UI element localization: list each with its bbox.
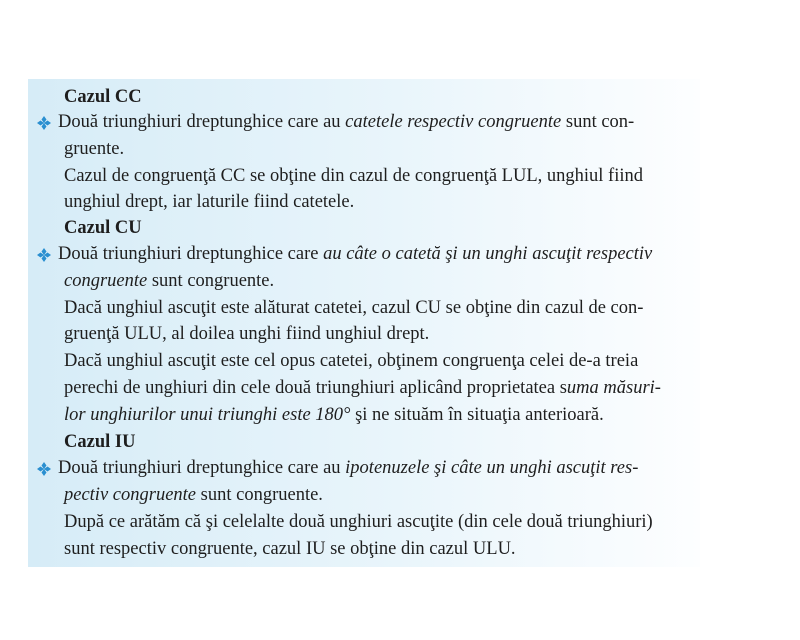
note-cu-2-line-2: perechi de unghiuri din cele două triunghiuri aplicând proprietatea suma măsuri- — [64, 378, 661, 398]
note-cu-2-line-1: Dacă unghiul ascuţit este cel opus catetei, obţinem congruenţa celei de-a treia — [64, 351, 639, 371]
note-iu-line-1: După ce arătăm că şi celelalte două unghiuri ascuţite (din cele două triunghiuri) — [64, 512, 653, 532]
diamond-bullet-icon — [37, 116, 51, 130]
heading-cazul-iu: Cazul IU — [64, 432, 136, 452]
statement-cu-line-1: Două triunghiuri dreptunghice care au câte o catetă şi un unghi ascuţit respectiv — [58, 244, 653, 264]
statement-cu-line-2: congruente sunt congruente. — [64, 271, 275, 291]
statement-cc-line-2: gruente. — [64, 139, 125, 159]
note-cu-1-line-1: Dacă unghiul ascuţit este alăturat catetei, cazul CU se obţine din cazul de con- — [64, 298, 644, 318]
note-cu-2-line-3: lor unghiurilor unui triunghi este 180° şi ne situăm în situaţia anterioară. — [64, 405, 604, 425]
note-cc-line-2: unghiul drept, iar laturile fiind catetele. — [64, 192, 355, 212]
statement-iu-line-2: pectiv congruente sunt congruente. — [64, 485, 323, 505]
note-cu-1-line-2: gruenţă ULU, al doilea unghi fiind unghiul drept. — [64, 324, 430, 344]
diamond-bullet-icon — [37, 462, 51, 476]
statement-iu-line-1: Două triunghiuri dreptunghice care au ipotenuzele şi câte un unghi ascuţit res- — [58, 458, 639, 478]
heading-cazul-cc: Cazul CC — [64, 87, 142, 107]
heading-cazul-cu: Cazul CU — [64, 218, 142, 238]
note-iu-line-2: sunt respectiv congruente, cazul IU se obţine din cazul ULU. — [64, 539, 516, 559]
statement-cc-line-1: Două triunghiuri dreptunghice care au catetele respectiv congruente sunt con- — [58, 112, 635, 132]
diamond-bullet-icon — [37, 248, 51, 262]
note-cc-line-1: Cazul de congruenţă CC se obţine din cazul de congruenţă LUL, unghiul fiind — [64, 166, 643, 186]
